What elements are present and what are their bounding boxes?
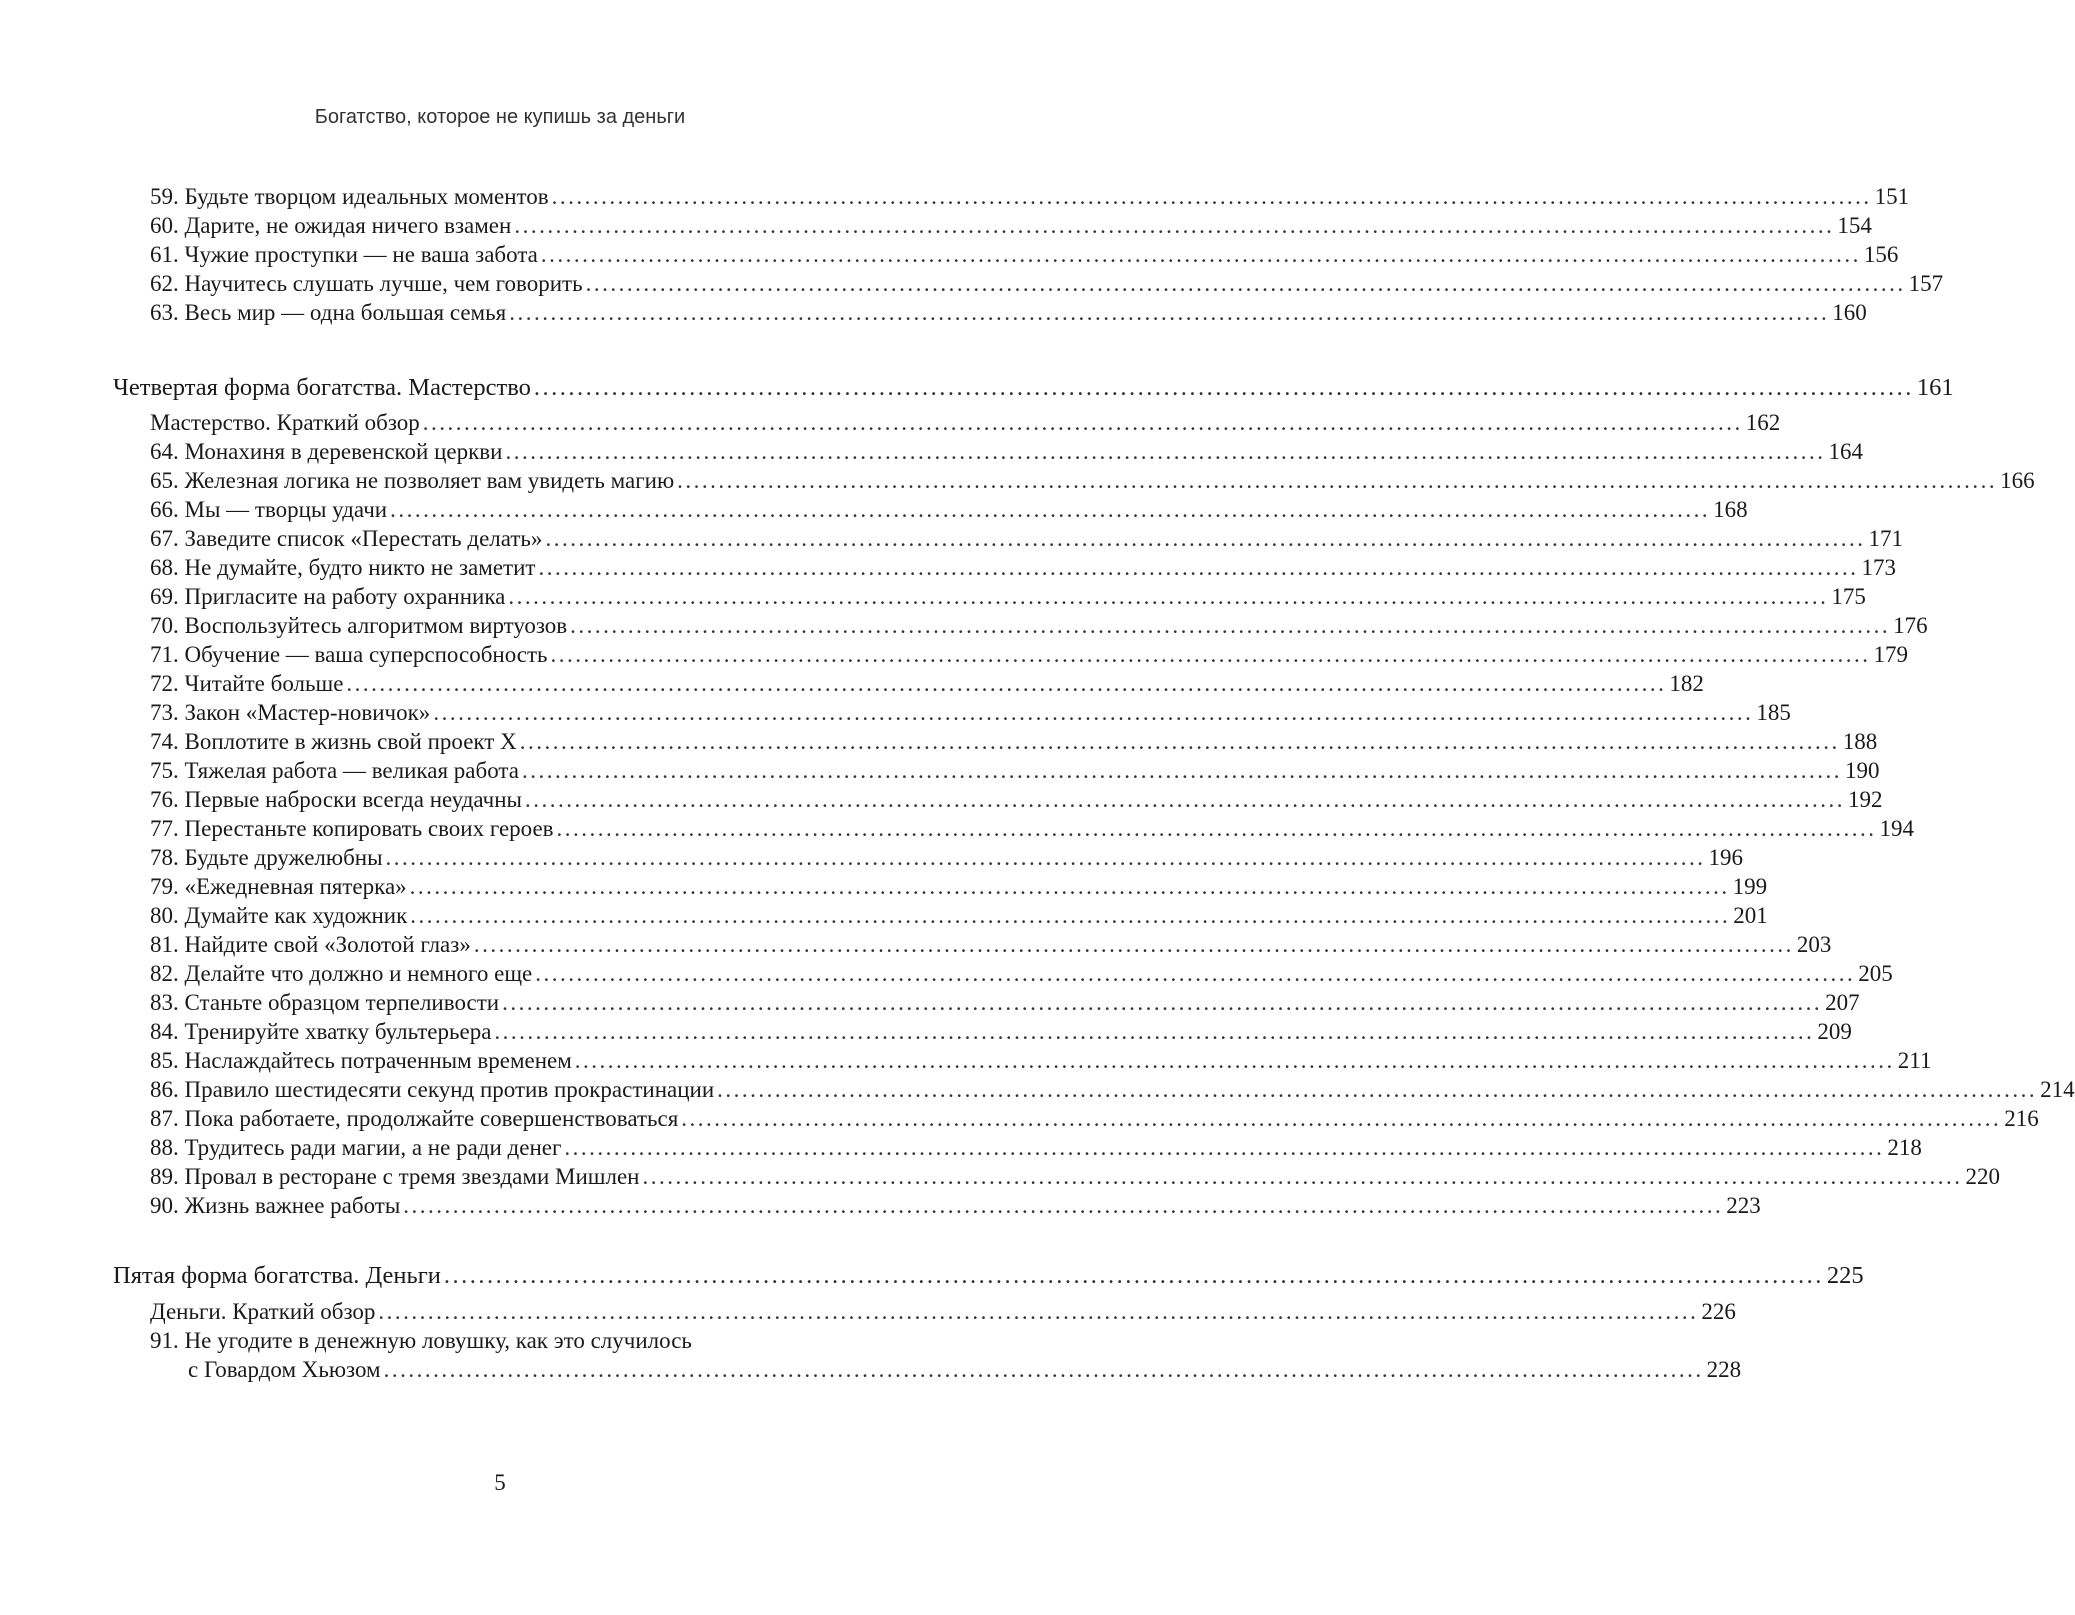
toc-entry-page: 216 <box>2004 1106 2039 1131</box>
toc-entry-title: 83. Станьте образцом терпеливости <box>150 990 500 1015</box>
toc-entry <box>150 611 1928 641</box>
toc-entry <box>150 182 1910 212</box>
toc-entry-title: 75. Тяжелая работа — великая работа <box>150 758 519 783</box>
toc-entry-title: 85. Наслаждайтесь потраченным временем <box>150 1048 572 1073</box>
toc-entry-title: 73. Закон «Мастер-новичок» <box>150 700 431 725</box>
toc-entry-title: 79. «Ежедневная пятерка» <box>150 874 407 899</box>
toc-entry-title: 77. Перестаньте копировать своих героев <box>150 816 554 841</box>
toc-leader-dots: ................................................................................................................................................................ <box>564 1135 1885 1160</box>
toc-leader-dots: ................................................................................................................................................................ <box>574 1048 1895 1073</box>
toc-leader-dots: ................................................................................................................................................................ <box>385 845 1706 870</box>
toc-leader-dots: ................................................................................................................................................................ <box>642 1164 1963 1189</box>
toc-leader-dots: ................................................................................................................................................................ <box>346 671 1667 696</box>
toc-entry-title: 88. Трудитесь ради магии, а не ради денег <box>150 1135 562 1160</box>
toc-entry-title: 66. Мы — творцы удачи <box>150 497 388 522</box>
toc-entry <box>150 843 1744 873</box>
toc-entry-page: 209 <box>1817 1019 1852 1044</box>
toc-entry-page: 201 <box>1733 903 1768 928</box>
toc-entry-page: 211 <box>1897 1048 1932 1073</box>
toc-entry-title: 72. Читайте больше <box>150 671 344 696</box>
toc-entry-page: 192 <box>1848 787 1883 812</box>
toc-entry-continuation <box>188 1355 1742 1385</box>
page-number: 5 <box>494 1470 506 1495</box>
toc-leader-dots: ................................................................................................................................................................ <box>390 497 1711 522</box>
toc-entry <box>150 785 1883 815</box>
toc-leader-dots: ................................................................................................................................................................ <box>540 242 1861 267</box>
toc-entry <box>150 872 1768 902</box>
toc-entry-title: 64. Монахиня в деревенской церкви <box>150 439 503 464</box>
toc-entry-page: 164 <box>1828 439 1863 464</box>
toc-leader-dots: ................................................................................................................................................................ <box>570 613 1891 638</box>
toc-section-title: Пятая форма богатства. Деньги <box>113 1262 441 1289</box>
toc-entry-page: 185 <box>1756 700 1791 725</box>
toc-entry-page: 173 <box>1861 555 1896 580</box>
toc-entry <box>150 988 1860 1018</box>
toc-entry-page: 154 <box>1837 213 1872 238</box>
toc-entry-page: 228 <box>1706 1357 1742 1382</box>
toc-entry <box>150 1046 1932 1076</box>
toc-leader-dots: ................................................................................................................................................................ <box>556 816 1877 841</box>
toc-entry-page: 175 <box>1831 584 1866 609</box>
running-header: Богатство, которое не купишь за деньги <box>314 106 686 128</box>
toc-entry-title: 59. Будьте творцом идеальных моментов <box>150 184 549 209</box>
toc-entry <box>150 495 1748 525</box>
toc-entry-page: 223 <box>1726 1193 1761 1218</box>
toc-entry <box>150 756 1880 786</box>
toc-entry-title: 60. Дарите, не ожидая ничего взамен <box>150 213 512 238</box>
toc-entry <box>150 698 1791 728</box>
toc-entry-title: 86. Правило шестидесяти секунд против прокрастинации <box>150 1077 715 1102</box>
toc-entry-title: 81. Найдите свой «Золотой глаз» <box>150 932 471 957</box>
toc-leader-dots: ................................................................................................................................................................ <box>473 932 1794 957</box>
toc-entry-title: 61. Чужие проступки — не ваша забота <box>150 242 538 267</box>
toc-entry-first-line: 91. Не угодите в денежную ловушку, как это случилось <box>150 1328 692 1353</box>
toc-entry-page: 194 <box>1879 816 1915 841</box>
toc-entry-title: 87. Пока работаете, продолжайте совершенствоваться <box>150 1106 679 1131</box>
toc-entry <box>150 466 2035 496</box>
toc-leader-dots: ................................................................................................................................................................ <box>538 555 1859 580</box>
toc-entry <box>150 211 1872 241</box>
toc-leader-dots: ................................................................................................................................................................ <box>505 439 1826 464</box>
toc-leader-dots: ................................................................................................................................................................ <box>545 526 1866 551</box>
toc-entry-title: 82. Делайте что должно и немного еще <box>150 961 533 986</box>
toc-entry-page: 179 <box>1873 642 1909 667</box>
toc-entry-page: 162 <box>1745 410 1781 435</box>
toc-entry-title: 84. Тренируйте хватку бультерьера <box>150 1019 492 1044</box>
toc-entry-title: 65. Железная логика не позволяет вам увидеть магию <box>150 468 675 493</box>
toc-entry-title: Деньги. Краткий обзор <box>150 1299 376 1324</box>
toc-leader-dots: ................................................................................................................................................................ <box>551 184 1872 209</box>
toc-leader-dots: ................................................................................................................................................................ <box>433 700 1754 725</box>
toc-entry <box>150 669 1704 699</box>
toc-entry-title: 70. Воспользуйтесь алгоритмом виртуозов <box>150 613 568 638</box>
toc-entry-title: 62. Научитесь слушать лучше, чем говорить <box>150 271 583 296</box>
toc-leader-dots: ................................................................................................................................................................ <box>502 990 1823 1015</box>
toc-leader-dots: ................................................................................................................................................................ <box>717 1077 2038 1102</box>
toc-entry-title: 68. Не думайте, будто никто не заметит <box>150 555 536 580</box>
toc-leader-dots: ................................................................................................................................................................ <box>525 787 1846 812</box>
toc-entry <box>150 298 1867 328</box>
toc-entry <box>150 1162 2000 1192</box>
toc-entry-title: Мастерство. Краткий обзор <box>150 410 420 435</box>
toc-entry <box>150 408 1781 438</box>
toc-leader-dots: ................................................................................................................................................................ <box>535 961 1856 986</box>
toc-entry-title: 76. Первые наброски всегда неудачны <box>150 787 523 812</box>
toc-leader-dots: ................................................................................................................................................................ <box>681 1106 2002 1131</box>
toc-leader-dots: ................................................................................................................................................................ <box>677 468 1998 493</box>
toc-section-page: 225 <box>1826 1262 1864 1289</box>
toc-entry-page: 218 <box>1887 1135 1922 1160</box>
toc-entry-page: 190 <box>1844 758 1880 783</box>
toc-entry-page: 199 <box>1732 874 1768 899</box>
toc-leader-dots: ................................................................................................................................................................ <box>509 300 1830 325</box>
toc-entry-page: 151 <box>1874 184 1910 209</box>
toc-entry <box>150 1297 1736 1327</box>
toc-section-page: 161 <box>1916 374 1954 401</box>
toc-entry-title: 71. Обучение — ваша суперспособность <box>150 642 548 667</box>
toc-entry <box>150 437 1863 467</box>
toc-entry <box>150 240 1899 270</box>
toc-leader-dots: ................................................................................................................................................................ <box>422 410 1743 435</box>
toc-entry <box>150 269 1944 299</box>
toc-entry <box>150 901 1768 931</box>
toc-entry-page: 203 <box>1796 932 1832 957</box>
toc-entry <box>150 814 1915 844</box>
toc-leader-dots: ................................................................................................................................................................ <box>378 1299 1699 1324</box>
toc-leader-dots: ................................................................................................................................................................ <box>521 758 1842 783</box>
toc-entry <box>150 553 1896 583</box>
toc-leader-dots: ................................................................................................................................................................ <box>508 584 1829 609</box>
toc-entry-title: 78. Будьте дружелюбны <box>150 845 383 870</box>
toc-entry <box>150 1133 1922 1163</box>
toc-entry-page: 176 <box>1893 613 1928 638</box>
toc-section-title: Четвертая форма богатства. Мастерство <box>113 374 531 401</box>
toc-entry-page: 214 <box>2040 1077 2075 1102</box>
toc-entry-page: 157 <box>1908 271 1944 296</box>
toc-entry-title: 90. Жизнь важнее работы <box>150 1193 401 1218</box>
toc-section-heading <box>113 1261 1864 1291</box>
toc-entry <box>150 582 1866 612</box>
toc-entry <box>150 1075 2075 1105</box>
toc-entry-page: 166 <box>2000 468 2035 493</box>
toc-entry <box>150 524 1903 554</box>
toc-entry-title: 80. Думайте как художник <box>150 903 408 928</box>
toc-entry-page: 220 <box>1965 1164 2000 1189</box>
toc-leader-dots: ................................................................................................................................................................ <box>410 903 1731 928</box>
toc-entry-page: 171 <box>1868 526 1903 551</box>
toc-entry <box>150 930 1832 960</box>
toc-leader-dots: ................................................................................................................................................................ <box>533 374 1914 401</box>
toc-entry <box>150 640 1909 670</box>
toc-entry-title: 89. Провал в ресторане с тремя звездами Мишлен <box>150 1164 640 1189</box>
toc-entry <box>150 1191 1761 1221</box>
toc-entry-page: 168 <box>1713 497 1748 522</box>
toc-leader-dots: ................................................................................................................................................................ <box>585 271 1906 296</box>
toc-entry <box>150 1017 1852 1047</box>
toc-entry <box>150 1104 2039 1134</box>
toc-entry-title: 67. Заведите список «Перестать делать» <box>150 526 543 551</box>
toc-leader-dots: ................................................................................................................................................................ <box>550 642 1871 667</box>
toc-leader-dots: ................................................................................................................................................................ <box>443 1262 1824 1289</box>
toc-leader-dots: ................................................................................................................................................................ <box>409 874 1730 899</box>
toc-leader-dots: ................................................................................................................................................................ <box>383 1357 1704 1382</box>
toc-entry-page: 207 <box>1825 990 1860 1015</box>
toc-entry-title: 74. Воплотите в жизнь свой проект X <box>150 729 517 754</box>
toc-entry-page: 196 <box>1708 845 1744 870</box>
toc-leader-dots: ................................................................................................................................................................ <box>514 213 1835 238</box>
toc-entry-page: 226 <box>1701 1299 1736 1324</box>
toc-entry-page: 188 <box>1842 729 1878 754</box>
toc-entry-title: с Говардом Хьюзом <box>188 1357 381 1382</box>
toc-entry-title: 63. Весь мир — одна большая семья <box>150 300 507 325</box>
toc-entry-page: 160 <box>1832 300 1867 325</box>
toc-entry-page: 156 <box>1863 242 1899 267</box>
toc-leader-dots: ................................................................................................................................................................ <box>403 1193 1724 1218</box>
toc-entry <box>150 727 1878 757</box>
toc-entry <box>150 959 1893 989</box>
toc-leader-dots: ................................................................................................................................................................ <box>494 1019 1815 1044</box>
toc-leader-dots: ................................................................................................................................................................ <box>519 729 1840 754</box>
toc-section-heading <box>113 373 1954 403</box>
toc-entry-page: 182 <box>1669 671 1704 696</box>
toc-entry-title: 69. Пригласите на работу охранника <box>150 584 506 609</box>
toc-entry-page: 205 <box>1858 961 1893 986</box>
